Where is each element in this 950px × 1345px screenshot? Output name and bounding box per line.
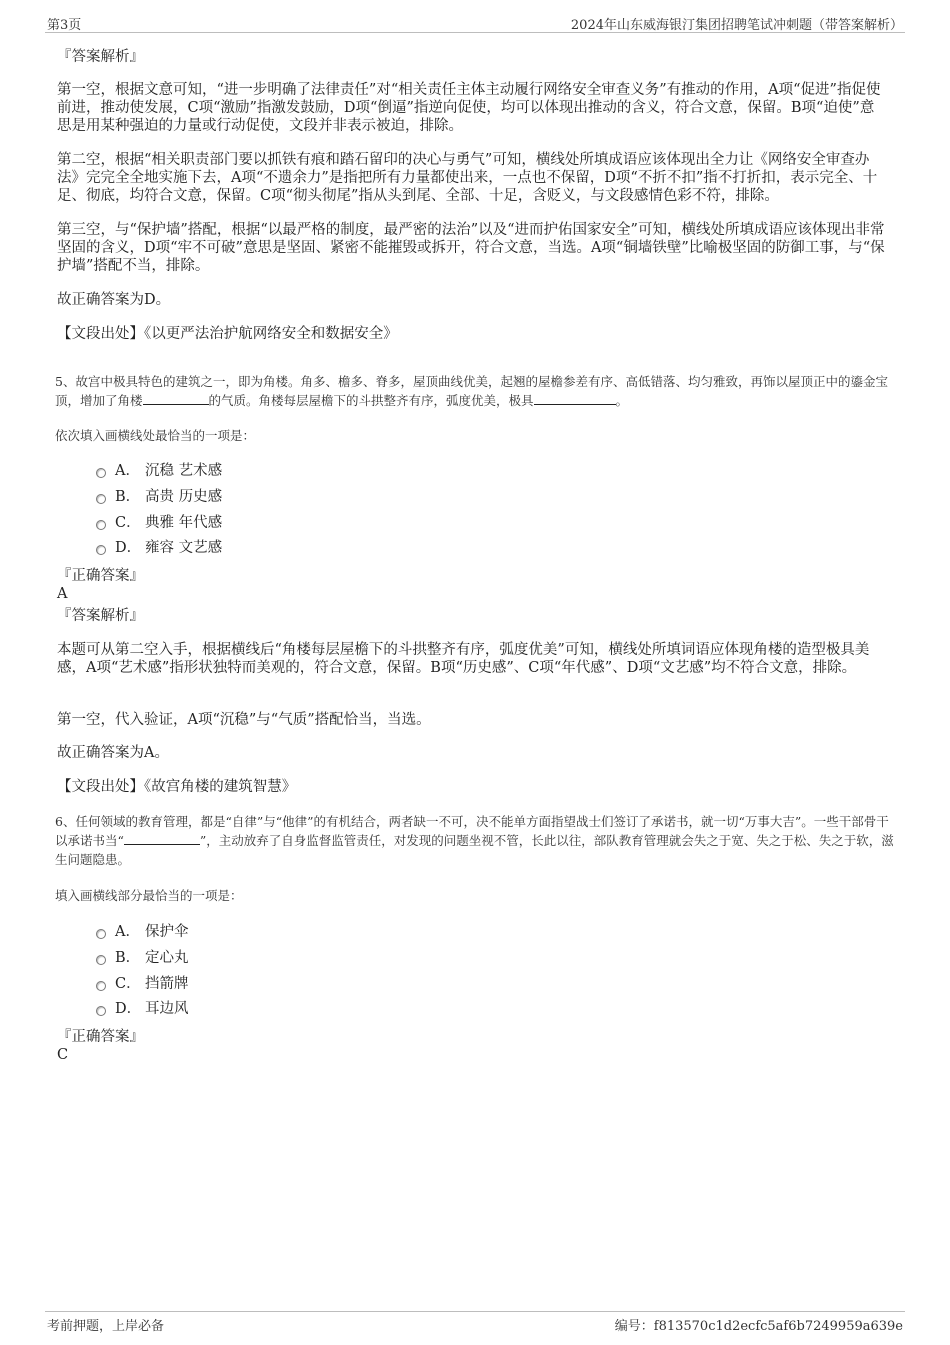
q5-analysis-label: 『答案解析』 — [57, 608, 144, 624]
q5-option-b[interactable]: B． 高贵 历史感 — [96, 488, 222, 506]
q5-source: 【文段出处】《故宫角楼的建筑智慧》 — [57, 779, 297, 795]
q6-stem-part1: 6、任何领域的教育管理，都是“自律”与“他律”的有机结合，两者缺一不可，决不能单方面指望战士们签订了承诺书，就一切“万事大吉”。一些干部骨干以承诺书当“ — [55, 814, 889, 848]
radio-icon[interactable] — [96, 981, 106, 991]
page-header — [45, 12, 905, 33]
q5-correct-answer: A — [57, 586, 68, 602]
q6-option-d[interactable]: D． 耳边风 — [96, 1000, 189, 1018]
q6-option-a[interactable]: A． 保护伞 — [96, 923, 189, 941]
q6-correct-label: 『正确答案』 — [57, 1029, 144, 1045]
q6-option-b[interactable]: B． 定心丸 — [96, 949, 189, 967]
q5-analysis-para2: 第一空，代入验证，A项“沉稳”与“气质”搭配恰当，当选。 — [57, 712, 431, 728]
radio-icon[interactable] — [96, 468, 106, 478]
page-number: 第3页 — [47, 18, 82, 33]
radio-icon[interactable] — [96, 929, 106, 939]
radio-icon[interactable] — [96, 494, 106, 504]
q5-stem-part3: 。 — [615, 393, 629, 408]
q5-instruction: 依次填入画横线处最恰当的一项是： — [55, 428, 256, 443]
document-code: 编号：f813570c1d2ecfc5af6b7249959a639e — [614, 1319, 903, 1334]
q4-source: 【文段出处】《以更严法治护航网络安全和数据安全》 — [57, 326, 398, 342]
q4-conclusion: 故正确答案为D。 — [57, 292, 171, 308]
q5-option-d[interactable]: D． 雍容 文艺感 — [96, 539, 222, 557]
q6-correct-answer: C — [57, 1047, 69, 1063]
q5-correct-label: 『正确答案』 — [57, 568, 144, 584]
q5-conclusion: 故正确答案为A。 — [57, 745, 169, 761]
q5-option-a[interactable]: A． 沉稳 艺术感 — [96, 462, 222, 480]
q4-analysis-label: 『答案解析』 — [57, 49, 144, 65]
q6-stem — [55, 812, 895, 869]
radio-icon[interactable] — [96, 1006, 106, 1016]
q5-stem-part2: 的气质。角楼每层屋檐下的斗拱整齐有序，弧度优美，极具 — [208, 393, 534, 408]
q5-analysis-para1: 本题可从第二空入手，根据横线后“角楼每层屋檐下的斗拱整齐有序，弧度优美”可知，横线处所填词语应体现角楼的造型极具美感，A项“艺术感”指形状独特而美观的，符合文意，保留。B项“历史感”、C项“年代感”、D项“文艺感”均不符合文意，排除。 — [57, 642, 870, 676]
q5-stem — [55, 372, 895, 410]
q4-analysis-para1: 第一空，根据文意可知，“进一步明确了法律责任”对“相关责任主体主动履行网络安全审查义务”有推动的作用，A项“促进”指促使前进，推动使发展，C项“激励”指激发鼓励，D项“倒逼”指逆向促使，均可以体现出推动的含义，符合文意，保留。B项“迫使”意思是用某种强迫的力量或行动促使，文段并非表示被迫，排除。 — [57, 82, 881, 134]
q4-analysis-para3: 第三空，与“保护墙”搭配，根据“以最严格的制度，最严密的法治”以及“进而护佑国家安全”可知，横线处所填成语应该体现出非常坚固的含义，D项“牢不可破”意思是坚固、紧密不能摧毁或拆开，符合文意，当选。A项“铜墙铁壁”比喻极坚固的防御工事，与“保护墙”搭配不当，排除。 — [57, 222, 885, 274]
q6-blank — [124, 831, 200, 845]
footer-slogan: 考前押题，上岸必备 — [47, 1319, 165, 1334]
q6-stem-part2: ”，主动放弃了自身监督监管责任，对发现的问题坐视不管，长此以往，部队教育管理就会失之于宽、失之于松、失之于软，滋生问题隐患。 — [55, 833, 894, 867]
q4-analysis-para2: 第二空，根据“相关职责部门要以抓铁有痕和踏石留印的决心与勇气”可知，横线处所填成语应该体现出全力让《网络安全审查办法》完完全全地实施下去，A项“不遗余力”是指把所有力量都使出来，一点也不保留，D项“不折不扣”指不打折扣，表示完全、十足、彻底，均符合文意，保留。C项“彻头彻尾”指从头到尾、全部、十足，含贬义，与文段感情色彩不符，排除。 — [57, 152, 878, 204]
q6-option-c[interactable]: C． 挡箭牌 — [96, 975, 189, 993]
page-footer — [45, 1311, 905, 1334]
document-title: 2024年山东威海银汀集团招聘笔试冲刺题（带答案解析） — [570, 18, 903, 33]
q5-blank-1 — [143, 391, 209, 405]
radio-icon[interactable] — [96, 955, 106, 965]
q6-instruction: 填入画横线部分最恰当的一项是： — [55, 888, 243, 903]
radio-icon[interactable] — [96, 545, 106, 555]
q5-stem-part1: 5、故宫中极具特色的建筑之一，即为角楼。角多、檐多、脊多，屋顶曲线优美，起翘的屋檐参差有序、高低错落、均匀雅致，再饰以屋顶正中的鎏金宝顶，增加了角楼 — [55, 374, 888, 408]
radio-icon[interactable] — [96, 520, 106, 530]
q5-blank-2 — [534, 391, 616, 405]
q5-option-c[interactable]: C． 典雅 年代感 — [96, 514, 222, 532]
